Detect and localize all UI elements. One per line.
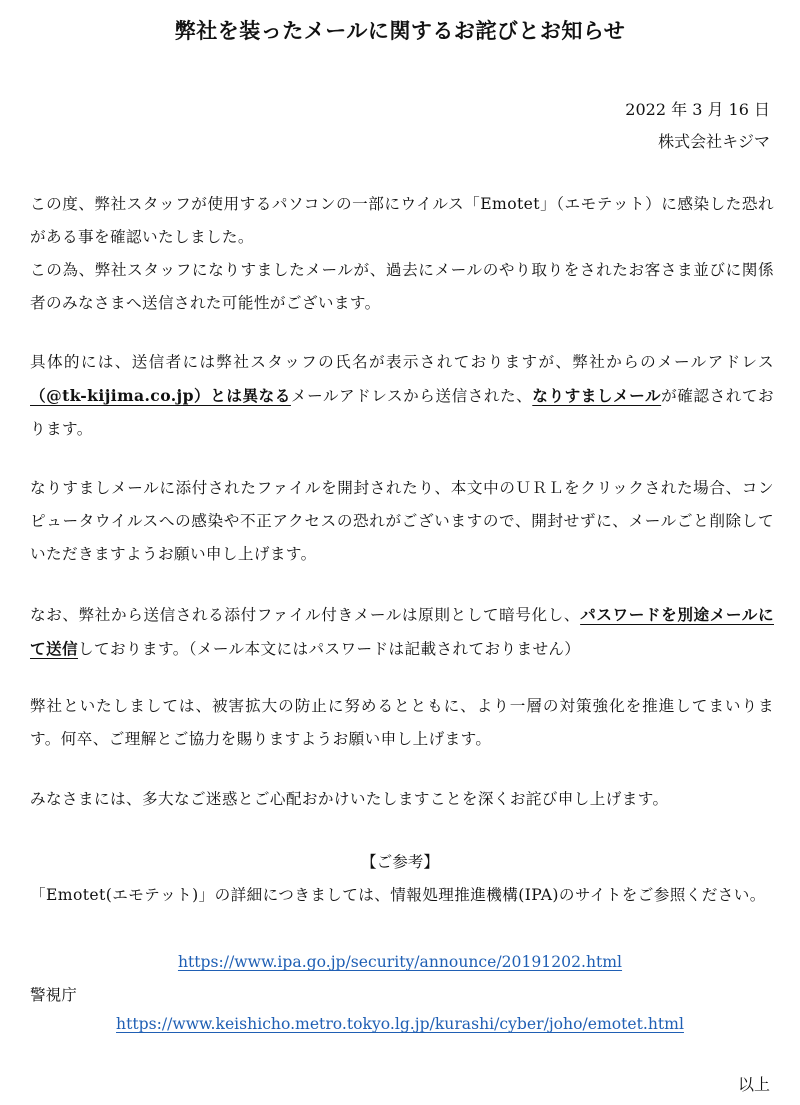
reference-heading: 【ご参考】 [361, 853, 439, 871]
encryption-password-emphasis: パスワードを別途メールにて送信 [30, 605, 774, 658]
paragraph-apology: みなさまには、多大なご迷惑とご心配おかけいたしますことを深くお詫び申し上げます。 [30, 790, 669, 808]
encryption-text-a: なお、弊社から送信される添付ファイル付きメールは原則として暗号化し、 [30, 606, 581, 624]
paragraph-measures: 弊社といたしましては、被害拡大の防止に努めるとともに、より一層の対策強化を推進してまいります。何卒、ご理解とご協力を賜りますようお願い申し上げます。 [30, 697, 774, 748]
paragraph-warning: なりすましメールに添付されたファイルを開封されたり、本文中のＵＲＬをクリックされた場合、コンピュータウイルスへの感染や不正アクセスの恐れがございますので、開封せずに、メールごと削除していただきますようお願い申し上げます。 [30, 479, 774, 563]
ipa-link-row [0, 947, 800, 977]
encryption-text-c: しております。（メール本文にはパスワードは記載されておりません） [77, 640, 581, 658]
company-name: 株式会社キジマ [658, 132, 770, 151]
details-spoof-emphasis: なりすましメール [532, 386, 662, 405]
paragraph-impersonation: この為、弊社スタッフになりすましたメールが、過去にメールのやり取りをされたお客さま並びに関係者のみなさまへ送信された可能性がございます。 [30, 261, 774, 312]
reference-text: 「Emotet(エモテット)」の詳細につきましては、情報処理推進機構(IPA)のサイトをご参照ください。 [30, 886, 766, 904]
details-text-c: メールアドレスから送信された、 [290, 387, 533, 405]
police-link-row [0, 1009, 800, 1039]
police-label: 警視庁 [30, 986, 77, 1004]
paragraph-encryption [30, 598, 774, 666]
paragraph-infection: この度、弊社スタッフが使用するパソコンの一部にウイルス「Emotet」（エモテット）に感染した恐れがある事を確認いたしました。 [30, 195, 774, 246]
paragraph-details [30, 346, 774, 446]
details-domain-emphasis: （@tk-kijima.co.jp）とは異なる [30, 386, 291, 405]
page-title: 弊社を装ったメールに関するお詫びとお知らせ [174, 18, 626, 43]
closing-mark: 以上 [737, 1075, 770, 1094]
police-link[interactable]: https://www.keishicho.metro.tokyo.lg.jp/kurashi/cyber/joho/emotet.html [116, 1015, 684, 1033]
notice-date: 2022 年 3 月 16 日 [625, 100, 770, 119]
ipa-link[interactable]: https://www.ipa.go.jp/security/announce/20191202.html [177, 953, 623, 971]
details-text-a: 具体的には、送信者には弊社スタッフの氏名が表示されておりますが、弊社からのメールアドレス [30, 353, 774, 371]
details-text-e: が確認されております。 [30, 387, 774, 438]
